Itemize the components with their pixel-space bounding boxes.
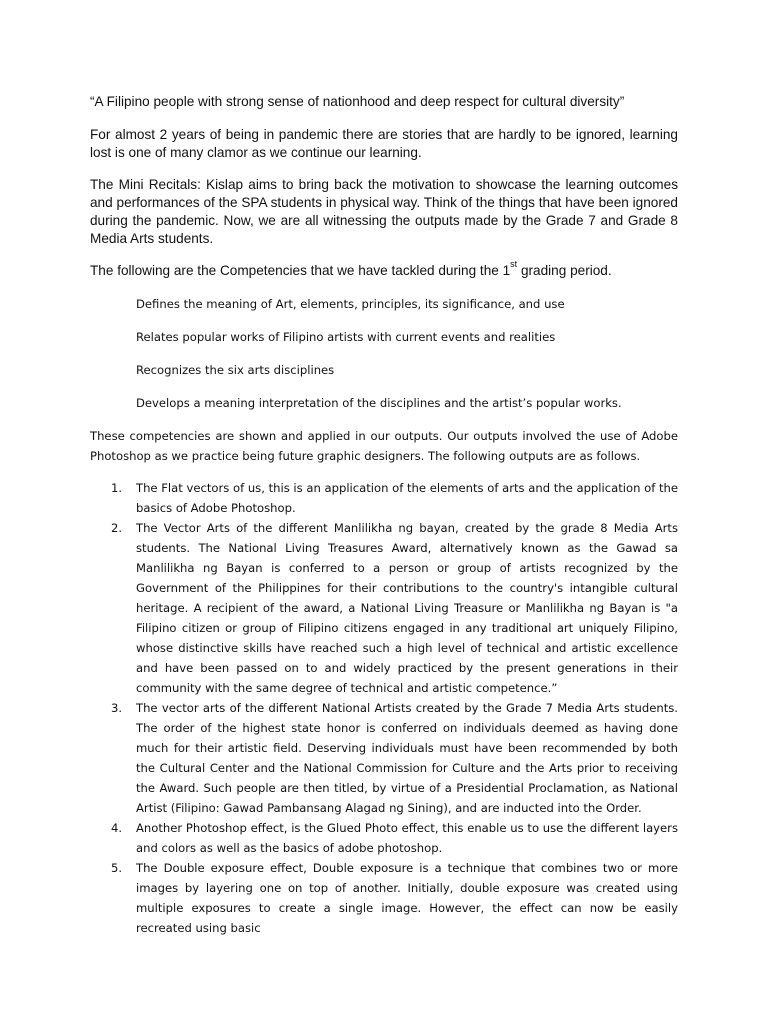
output-item (90, 858, 678, 938)
list-number: 1. (111, 481, 123, 495)
output-item (90, 698, 678, 818)
outputs-list (90, 478, 678, 938)
outputs-intro-paragraph: These competencies are shown and applied in our outputs. Our outputs involved the use of Adobe Photoshop as we practice being future graphic designers. The following outputs are as follows. (90, 429, 678, 463)
output-item (90, 518, 678, 698)
ordinal-suffix: st (510, 259, 518, 270)
output-text: The Vector Arts of the different Manlilikha ng bayan, created by the grade 8 Media Arts students. The National Living Treasures Award, alternatively known as the Gawad sa Manlilikha ng Bayan is conferred to a person or group of artists recognized by the Government of the Philippines for their contributions to the country's intangible cultural heritage. A recipient of the award, a National Living Treasure or Manlilikha ng Bayan is "a Filipino citizen or group of Filipino citizens engaged in any traditional art uniquely Filipino, whose distinctive skills have reached such a high level of technical and artistic excellence and have been passed on to and widely practiced by the present generations in their community with the same degree of technical and artistic competence.” (136, 521, 678, 695)
competency-intro-tail: grading period. (517, 263, 612, 278)
output-text: The vector arts of the different National Artists created by the Grade 7 Media Arts students. The order of the highest state honor is conferred on individuals deemed as having done much for their artistic field. Deserving individuals must have been recommended by both the Cultural Center and the National Commission for Culture and the Arts prior to receiving the Award. Such people are then titled, by virtue of a Presidential Proclamation, as National Artist (Filipino: Gawad Pambansang Alagad ng Sining), and are inducted into the Order. (136, 701, 678, 815)
list-number: 3. (111, 701, 123, 715)
competency-item: Relates popular works of Filipino artists with current events and realities (136, 330, 556, 344)
list-number: 5. (111, 861, 123, 875)
list-number: 2. (111, 521, 123, 535)
output-text: The Double exposure effect, Double exposure is a technique that combines two or more images by layering one on top of another. Initially, double exposure was created using multiple exposures to create a single image. However, the effect can now be easily recreated using basic (136, 861, 678, 935)
output-item (90, 818, 678, 858)
output-item (90, 478, 678, 518)
intro-paragraph: For almost 2 years of being in pandemic there are stories that are hardly to be ignored, learning lost is one of many clamor as we continue our learning. (90, 127, 678, 160)
output-text: The Flat vectors of us, this is an application of the elements of arts and the application of the basics of Adobe Photoshop. (136, 481, 678, 515)
list-number: 4. (111, 821, 123, 835)
competency-item: Develops a meaning interpretation of the disciplines and the artist’s popular works. (136, 396, 622, 410)
competency-intro-paragraph (90, 259, 678, 280)
competency-item: Defines the meaning of Art, elements, principles, its significance, and use (136, 297, 565, 311)
competency-intro-text: The following are the Competencies that we have tackled during the 1 (90, 263, 511, 278)
quote-line: “A Filipino people with strong sense of nationhood and deep respect for cultural diversity” (90, 94, 625, 109)
competency-item: Recognizes the six arts disciplines (136, 363, 335, 377)
output-text: Another Photoshop effect, is the Glued Photo effect, this enable us to use the different layers and colors as well as the basics of adobe photoshop. (136, 821, 678, 855)
mini-recitals-paragraph: The Mini Recitals: Kislap aims to bring back the motivation to showcase the learning outcomes and performances of the SPA students in physical way. Think of the things that have been ignored during the pandemic. Now, we are all witnessing the outputs made by the Grade 7 and Grade 8 Media Arts students. (90, 177, 678, 246)
